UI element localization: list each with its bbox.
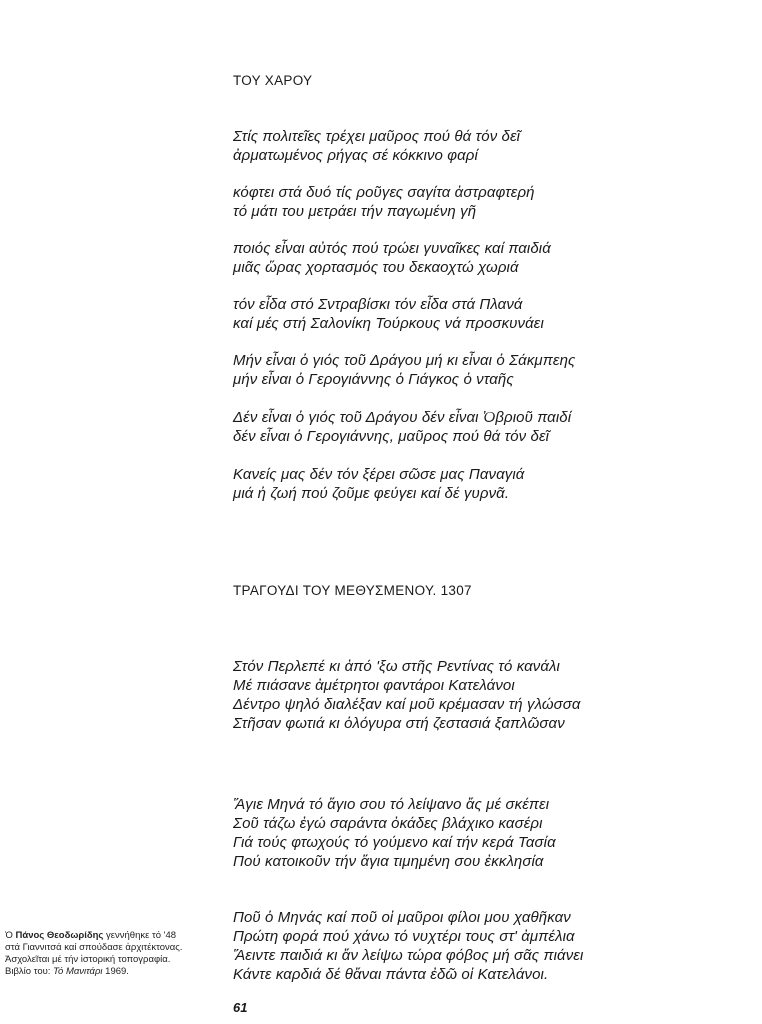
stanza — [233, 465, 733, 503]
verse-line: Στόν Περλεπέ κι ἀπό 'ξω στῆς Ρεντίνας τό κανάλι — [233, 658, 560, 675]
verse-line: μήν εἶναι ὁ Γερογιάννης ὁ Γιάγκος ὁ νταῆς — [233, 371, 514, 388]
verse-line: Μήν εἶναι ὁ γιός τοῦ Δράγου μή κι εἶναι ὁ Σάκμπεης — [233, 352, 576, 369]
poem-title-2: ΤΡΑΓΟΥΔΙ ΤΟΥ ΜΕΘΥΣΜΕΝΟΥ. 1307 — [233, 583, 472, 598]
verse-line: Δέντρο ψηλό διαλέξαν καί μοῦ κρέμασαν τή γλώσσα — [233, 696, 581, 713]
verse-line: Ἅειντε παιδιά κι ἄν λείψω τώρα φόβος μή σᾶς πιάνει — [233, 947, 584, 964]
footnote-line — [5, 966, 233, 978]
book-year: 1969. — [102, 966, 129, 977]
verse-line: Σοῦ τάζω ἐγώ σαράντα ὀκάδες βλάχικο κασέρι — [233, 815, 543, 832]
verse-line: Κανείς μας δέν τόν ξέρει σῶσε μας Παναγιά — [233, 466, 525, 483]
footnote-text: γεννήθηκε τό '48 — [103, 930, 177, 941]
verse-line: ἀρματωμένος ρήγας σέ κόκκινο φαρί — [233, 147, 478, 164]
footnote-line — [5, 930, 233, 942]
footnote-prefix: Ὁ — [5, 930, 16, 941]
verse-line: Ποῦ ὁ Μηνάς καί ποῦ οἱ μαῦροι φίλοι μου χαθῆκαν — [233, 909, 571, 926]
footnote-text: Βιβλίο του: — [5, 966, 54, 977]
verse-line: Μέ πιάσανε ἀμέτρητοι φαντάροι Κατελάνοι — [233, 677, 515, 694]
stanza — [233, 908, 733, 984]
stanza — [233, 239, 733, 277]
stanza — [233, 795, 733, 871]
verse-line: ποιός εἶναι αὐτός πού τρώει γυναῖκες καί παιδιά — [233, 240, 551, 257]
verse-line: μιά ἡ ζωή πού ζοῦμε φεύγει καί δέ γυρνᾶ. — [233, 485, 510, 502]
stanza — [233, 295, 733, 333]
verse-line: Δέν εἶναι ὁ γιός τοῦ Δράγου δέν εἶναι Ὀβριοῦ παιδί — [233, 409, 572, 426]
verse-line: τό μάτι του μετράει τήν παγωμένη γῆ — [233, 203, 477, 220]
author-name: Πάνος Θεοδωρίδης — [15, 930, 104, 941]
poem-title-1: ΤΟΥ ΧΑΡΟΥ — [233, 73, 313, 88]
stanza — [233, 657, 733, 733]
stanza — [233, 127, 733, 165]
verse-line: Στῆσαν φωτιά κι ὁλόγυρα στή ζεστασιά ξαπλῶσαν — [233, 715, 565, 732]
footnote-line: στά Γιαννιτσά καί σπούδασε ἀρχιτέκτονας. — [5, 942, 183, 953]
verse-line: Πρώτη φορά πού χάνω τό νυχτέρι τους στ' ἀμπέλια — [233, 928, 575, 945]
author-footnote — [5, 930, 233, 978]
page-number: 61 — [233, 1000, 248, 1015]
verse-line: Πού κατοικοῦν τήν ἅγια τιμημένη σου ἐκκλησία — [233, 853, 544, 870]
verse-line: καί μές στή Σαλονίκη Τούρκους νά προσκυνάει — [233, 315, 544, 332]
verse-line: Στίς πολιτεῖες τρέχει μαῦρος πού θά τόν δεῖ — [233, 128, 521, 145]
stanza — [233, 183, 733, 221]
verse-line: δέν εἶναι ὁ Γερογιάννης, μαῦρος πού θά τόν δεῖ — [233, 428, 550, 445]
verse-line: Κάντε καρδιά δέ θἄναι πάντα ἐδῶ οἱ Κατελάνοι. — [233, 966, 549, 983]
stanza — [233, 351, 733, 389]
verse-line: Ἅγιε Μηνά τό ἅγιο σου τό λείψανο ἄς μέ σκέπει — [233, 796, 550, 813]
stanza — [233, 408, 733, 446]
verse-line: Γιά τούς φτωχούς τό γούμενο καί τήν κερά Τασία — [233, 834, 556, 851]
book-title: Τό Μανιτάρι — [53, 966, 103, 977]
verse-line: κόφτει στά δυό τίς ροῦγες σαγίτα ἀστραφτερή — [233, 184, 535, 201]
verse-line: μιᾶς ὥρας χορτασμός του δεκαοχτώ χωριά — [233, 259, 519, 276]
verse-line: τόν εἶδα στό Σντραβίσκι τόν εἶδα στά Πλανά — [233, 296, 523, 313]
footnote-line: Ἀσχολεῖται μέ τήν ἱστορική τοπογραφία. — [5, 954, 171, 965]
